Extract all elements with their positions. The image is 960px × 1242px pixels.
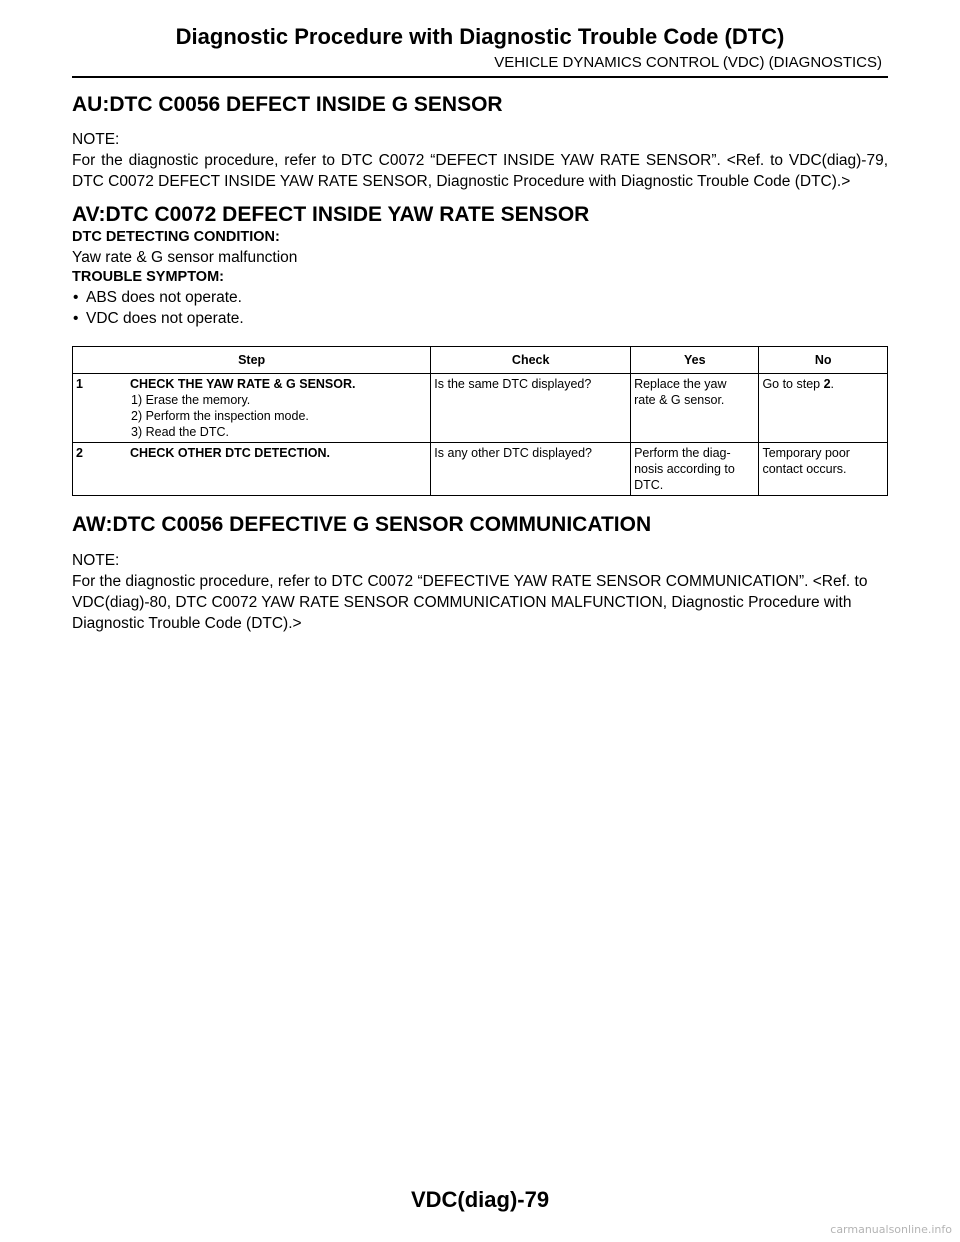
yes-cell [631,443,759,496]
table-header-row [73,347,888,374]
column-header-yes: Yes [631,347,759,374]
step-title: CHECK OTHER DTC DETECTION. [130,446,330,460]
yes-line: Perform the diag- [634,446,731,460]
detecting-condition-label: DTC DETECTING CONDITION: [72,229,280,245]
table-row [73,374,888,443]
detecting-condition-text: Yaw rate & G sensor malfunction [72,249,298,266]
substep: 2) Perform the inspection mode. [131,409,309,423]
yes-line: nosis according to [634,462,735,476]
section-au-note-text: For the diagnostic procedure, refer to DTC C0072 “DEFECT INSIDE YAW RATE SENSOR”. <Ref. to VDC(diag)-79, DTC C0072 DEFECT INSIDE YAW RATE SENSOR, Diagnostic Procedure with Diagnostic Trouble Code (DTC).> [72,152,888,190]
column-header-no: No [759,347,888,374]
document-body [72,88,888,634]
list-item [72,308,888,329]
no-line: contact occurs. [762,462,847,476]
step-title: CHECK THE YAW RATE & G SENSOR. [130,377,356,391]
step-cell [73,443,431,496]
page-subtitle: VEHICLE DYNAMICS CONTROL (VDC) (DIAGNOSTICS) [494,54,882,71]
no-line: Temporary poor [762,446,850,460]
header-divider [72,76,888,78]
no-cell [759,374,888,443]
section-av-title: AV:DTC C0072 DEFECT INSIDE YAW RATE SENSOR [72,203,590,226]
no-prefix: Go to step [762,377,824,391]
list-item [72,287,888,308]
column-header-check: Check [431,347,631,374]
column-header-step: Step [73,347,431,374]
no-suffix: . [830,377,835,391]
substep: 3) Read the DTC. [131,425,229,439]
section-aw-note-text: For the diagnostic procedure, refer to DTC C0072 “DEFECTIVE YAW RATE SENSOR COMMUNICATION”. <Ref. to VDC(diag)-80, DTC C0072 YAW RATE SENSOR COMMUNICATION MALFUNCTION, Diagnostic Procedure with Diagnostic Trouble Code (DTC).> [72,573,868,632]
page-title: Diagnostic Procedure with Diagnostic Trouble Code (DTC) [175,24,785,49]
step-number: 2 [76,446,83,460]
page-number: VDC(diag)-79 [410,1187,550,1212]
check-cell: Is the same DTC displayed? [431,374,631,443]
yes-line: DTC. [634,478,664,492]
step-number: 1 [76,377,83,391]
bullet-icon: • [73,310,79,327]
yes-cell [631,374,759,443]
symptom-text: VDC does not operate. [86,310,244,327]
substep: 1) Erase the memory. [131,393,251,407]
symptom-text: ABS does not operate. [86,289,242,306]
section-au-note-label: NOTE: [72,131,120,148]
diagnostic-table [72,346,888,496]
trouble-symptom-label: TROUBLE SYMPTOM: [72,269,224,285]
table-row [73,443,888,496]
symptom-list [72,287,888,329]
section-aw-note-label: NOTE: [72,552,120,569]
yes-line: rate & G sensor. [634,393,725,407]
watermark: carmanualsonline.info [830,1223,952,1236]
yes-line: Replace the yaw [634,377,727,391]
no-cell [759,443,888,496]
section-au-title: AU:DTC C0056 DEFECT INSIDE G SENSOR [72,93,503,116]
no-step-link[interactable]: 2 [823,377,831,391]
bullet-icon: • [73,289,79,306]
section-aw-title: AW:DTC C0056 DEFECTIVE G SENSOR COMMUNICATION [72,513,652,536]
check-cell: Is any other DTC displayed? [431,443,631,496]
step-cell [73,374,431,443]
